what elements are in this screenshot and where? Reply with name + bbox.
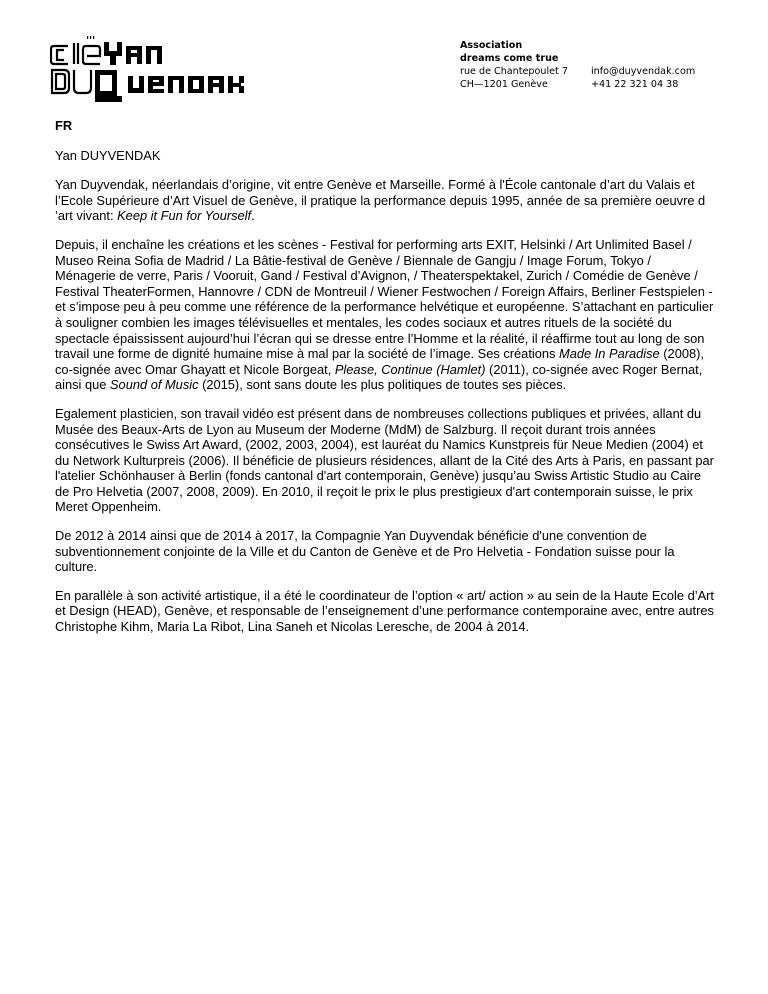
text: (2011), co-signée avec Roger Bernat, ainsi que [55,361,703,393]
language-label: FR [55,118,73,133]
phone-number: +41 22 321 04 38 [591,79,679,90]
work-title: Keep it Fun for Yourself [117,208,252,224]
work-title: Made In Paradise [559,346,660,362]
contact-block [591,65,695,91]
logo-cie [51,43,100,64]
logo-yan [104,42,162,65]
text: . [251,208,255,224]
text: Depuis, il enchaîne les créations et les scènes - Festival for performing arts EXIT, Helsinki / Art Unlimited Basel / Museo Reina Sofia de Madrid / La Bâtie-festival de Genève / Biennale de Gangju / Image Forum, Tokyo / Ménagerie de verre, Paris / Vooruit, Gand / Festival d’Avignon, / Theaterspektakel, Zurich / Comédie de Genève / Festival TheaterFormen, Hannovre / CDN de Montreuil / Wiener Festwochen / Foreign Affairs, Berliner Festspielen - et s’impose peu à peu comme une référence de la performance helvétique et européenne. S’attachant en particulier à souligner combien les images télévisuelles et mentales, les codes sociaux et autres rituels de la société du spectacle épaississent aujourd’hui l’écran qui se dresse entre l’Homme et la réalité, il réaffirme tout au long de son travail une forme de dignité humaine mise à mal par la société de l’image. Ses créations [55,236,714,362]
logo-q [95,70,122,102]
paragraph-intro [55,177,715,224]
association-tagline: dreams come true [460,53,559,64]
text: (2015), sont sans doute les plus politiques de toutes ses pièces. [198,377,567,393]
association-title: Association [460,40,523,51]
address-line-1: rue de Chantepoulet 7 [460,66,568,77]
artist-name: Yan DUYVENDAK [55,147,161,163]
paragraph-career [55,237,715,393]
address-line-2: CH—1201 Genève [460,79,548,90]
paragraph-teaching: En parallèle à son activité artistique, il a été le coordinateur de l’option « art/ action » au sein de la Haute Ecole d’Art et Design (HEAD), Genève, et responsable de l’enseignement d’une performance contemporaine avec, entre autres Christophe Kihm, Maria La Ribot, Lina Saneh et Nicolas Leresche, de 2004 à 2014. [55,587,714,635]
text: (2008), co-signée avec Omar Ghayatt et Nicole Borgeat, [55,346,704,377]
email-link[interactable]: info@duyvendak.com [591,66,696,77]
association-block [460,39,568,91]
work-title: Please, Continue (Hamlet) [334,361,486,377]
logo-du [52,70,91,93]
logo-dots [87,36,94,39]
paragraph-visual-art: Egalement plasticien, son travail vidéo est présent dans de nombreuses collections publiques et privées, allant du Musée des Beaux-Arts de Lyon au Museum der Moderne (MdM) de Salzburg. Il reçoit durant trois années consécutives le Swiss Art Award, (2002, 2003, 2004), est lauréat du Namics Kunstpreis für Neue Medien (2004) et du Network Kulturpreis (2006). Il bénéficie de plusieurs résidences, allant de la Cité des Arts à Paris, en passant par l'atelier Schönhauser à Berlin (fonds cantonal d'art contemporain, Genève) jusqu’au Swiss Artistic Studio au Caire de Pro Helvetia (2007, 2008, 2009). En 2010, il reçoit le prix le plus prestigieux d'art contemporain suisse, le prix Meret Oppenheim. [55,405,714,515]
text: Yan Duyvendak, néerlandais d’origine, vit entre Genève et Marseille. Formé à l'École cantonale d’art du Valais et l’Ecole Supérieure d’Art Visuel de Genève, il pratique la performance depuis 1995, année de sa première oeuvre d ’art vivant: [55,177,706,224]
company-logo [50,36,350,102]
logo-vendak [128,76,244,93]
document-body [55,118,715,648]
work-title: Sound of Music [109,377,199,393]
paragraph-funding: De 2012 à 2014 ainsi que de 2014 à 2017, la Compagnie Yan Duyvendak bénéficie d'une convention de subventionnement conjointe de la Ville et du Canton de Genève et de Pro Helvetia - Fondation suisse pour la culture. [55,528,675,575]
